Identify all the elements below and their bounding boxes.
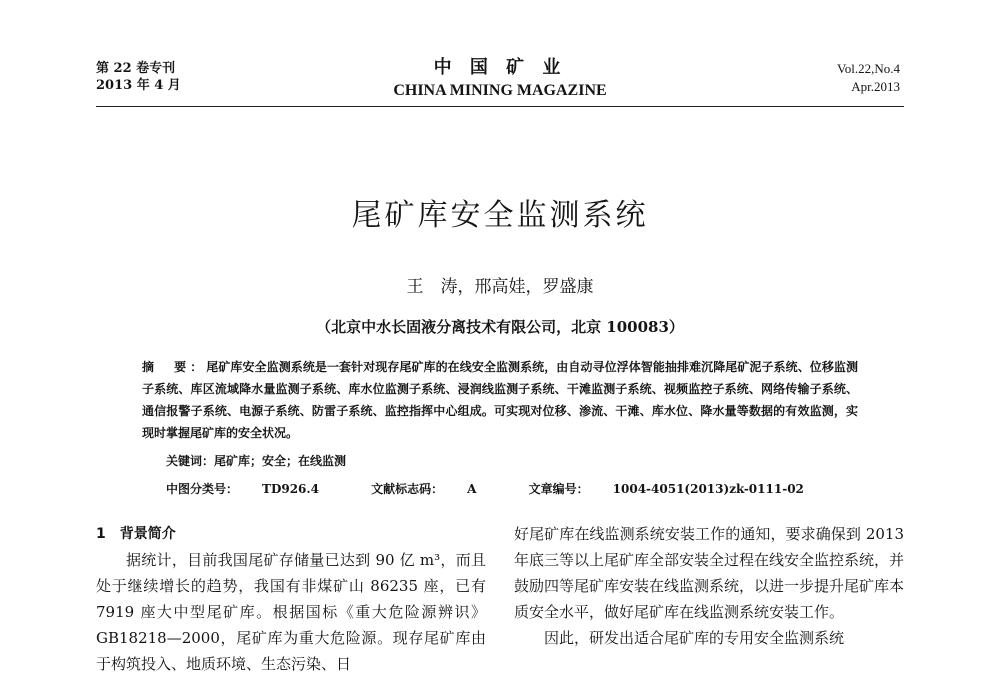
- article-no: 1004-4051(2013)zk-0111-02: [612, 482, 804, 496]
- body-column-right: [514, 521, 904, 651]
- abstract-text: 尾矿库安全监测系统是一套针对现存尾矿库的在线安全监测系统，由自动寻位浮体智能抽排难沉降尾矿泥子系统、位移监测子系统、库区流域降水量监测子系统、库水位监测子系统、浸润线监测子系统、干滩监测子系统、视频监控子系统、网络传输子系统、通信报警子系统、电源子系统、防雷子系统、监控指挥中心组成。可实现对位移、渗流、干滩、库水位、降水量等数据的有效监测，实现时掌握尾矿库的安全状况。: [142, 360, 858, 440]
- clc-code: TD926.4: [262, 482, 319, 496]
- author-affiliation: （北京中水长固液分离技术有限公司，北京 100083）: [316, 318, 684, 336]
- body-column-left: [96, 521, 486, 677]
- clc-label: 中图分类号：: [166, 482, 239, 496]
- keywords-line: [166, 452, 346, 469]
- abstract-label: 摘 要：: [142, 360, 207, 374]
- article-authors: 王 涛，邢高娃，罗盛康: [406, 277, 594, 297]
- article-title: 尾矿库安全监测系统: [351, 198, 649, 233]
- volume-en: Vol.22,No.4: [837, 61, 900, 76]
- body-paragraph: 因此，研发出适合尾矿库的专用安全监测系统: [544, 629, 845, 647]
- journal-name-cn: 中 国 矿 业: [433, 57, 567, 78]
- doc-code-label: 文献标志码：: [371, 482, 444, 496]
- doc-code-item: [371, 482, 500, 496]
- keywords: 尾矿库；安全；在线监测: [214, 454, 347, 468]
- doc-code: A: [467, 482, 477, 496]
- body-paragraph: 据统计，目前我国尾矿存储量已达到 90 亿 m³，而且处于继续增长的趋势，我国有非煤矿山 86235 座，已有 7919 座大中型尾矿库。根据国标《重大危险源辨识》GB18218—2000，尾矿库为重大危险源。现存尾矿库由于构筑投入、地质环境、生态污染、日: [96, 551, 486, 673]
- section-heading: 1 背景简介: [96, 526, 176, 542]
- keywords-label: 关键词：: [166, 454, 215, 468]
- journal-volume-info: [837, 60, 900, 96]
- body-paragraph-continued: 好尾矿库在线监测系统安装工作的通知，要求确保到 2013 年底三等以上尾矿库全部安装全过程在线安全监控系统，并鼓励四等尾矿库安装在线监测系统，以进一步提升尾矿库本质安全水平，做好尾矿库在线监测系统安装工作。: [514, 525, 905, 621]
- journal-name-en: CHINA MINING MAGAZINE: [393, 82, 607, 99]
- date-en: Apr.2013: [851, 79, 900, 94]
- header-divider: [96, 106, 904, 107]
- classification-line: [166, 480, 852, 497]
- issue-date-cn: 2013 年 4 月: [96, 78, 181, 93]
- article-no-item: [529, 482, 828, 496]
- issue-volume-cn: 第 22 卷专刊: [96, 61, 176, 76]
- article-no-label: 文章编号：: [528, 482, 589, 496]
- abstract: [142, 356, 858, 444]
- clc-item: [166, 482, 343, 496]
